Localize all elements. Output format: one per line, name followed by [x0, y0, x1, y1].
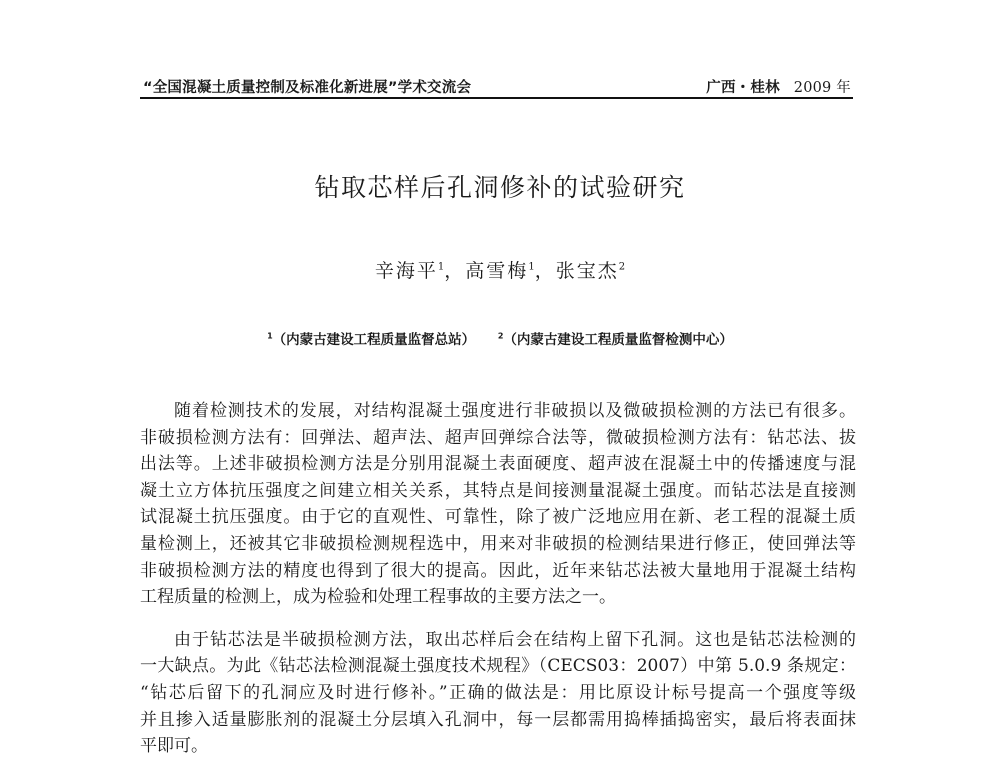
- paper-title: 钻取芯样后孔洞修补的试验研究: [314, 173, 686, 202]
- text-line: 量检测上，还被其它非破损检测规程选中，用来对非破损的检测结果进行修正，使回弹法等: [140, 533, 856, 554]
- affiliation: [267, 332, 475, 348]
- text-line: 非破损检测方法有：回弹法、超声法、超声回弹综合法等，微破损检测方法有：钻芯法、拔: [140, 427, 856, 448]
- paragraph: [140, 398, 856, 611]
- running-header: [143, 76, 851, 96]
- conference-name: “全国混凝土质量控制及标准化新进展”学术交流会: [143, 80, 472, 96]
- text-line: 出法等。上述非破损检测方法是分别用混凝土表面硬度、超声波在混凝土中的传播速度与混: [140, 454, 856, 475]
- author-separator: ，: [444, 260, 466, 282]
- author-name: 辛海平: [374, 260, 438, 282]
- text-line: 非破损检测方法的精度也得到了很大的提高。因此，近年来钻芯法被大量地用于混凝土结构: [140, 560, 856, 581]
- text-line: 凝土立方体抗压强度之间建立相关关系，其特点是间接测量混凝土强度。而钻芯法是直接测: [140, 480, 856, 501]
- text-line: 试混凝土抗压强度。由于它的直观性、可靠性，除了被广泛地应用在新、老工程的混凝土质: [140, 507, 856, 528]
- author-name: 高雪梅: [465, 260, 529, 282]
- affiliation-text: （内蒙古建设工程质量监督总站）: [272, 332, 476, 348]
- affiliation-mark: 1: [528, 261, 535, 273]
- conference-year: 2009 年: [793, 80, 851, 96]
- text-line: 工程质量的检测上，成为检验和处理工程事故的主要方法之一。: [140, 587, 616, 608]
- text-line: 并且掺入适量膨胀剂的混凝土分层填入孔洞中，每一层都需用捣棒插捣密实，最后将表面抹: [140, 709, 856, 730]
- text-line: 平即可。: [140, 736, 208, 757]
- text-line: 一大缺点。为此《钻芯法检测混凝土强度技术规程》（CECS03：2007）中第 5.0.9 条规定：: [140, 656, 856, 677]
- author-name: 张宝杰: [555, 260, 619, 282]
- text-line: 由于钻芯法是半破损检测方法，取出芯样后会在结构上留下孔洞。这也是钻芯法检测的: [174, 629, 856, 650]
- conference-location-year: [706, 76, 851, 97]
- affiliation: [498, 332, 733, 348]
- body-text: [140, 398, 856, 760]
- conference-location: 广西・桂林: [706, 80, 780, 96]
- affiliation-mark: 1: [267, 331, 273, 341]
- affiliation-mark: 2: [497, 331, 504, 341]
- author-separator: ，: [534, 260, 556, 282]
- affiliation-mark: 2: [618, 261, 626, 273]
- affiliation-text: （内蒙古建设工程质量监督检测中心）: [503, 332, 733, 348]
- author-list: [0, 256, 1000, 283]
- affiliation-list: [0, 328, 1000, 348]
- affiliation-mark: 1: [437, 261, 445, 273]
- text-line: 随着检测技术的发展，对结构混凝土强度进行非破损以及微破损检测的方法已有很多。: [174, 401, 856, 421]
- paragraph: [140, 627, 856, 760]
- text-line: “钻芯后留下的孔洞应及时进行修补。”正确的做法是：用比原设计标号提高一个强度等级: [140, 682, 856, 703]
- header-rule: [140, 97, 853, 99]
